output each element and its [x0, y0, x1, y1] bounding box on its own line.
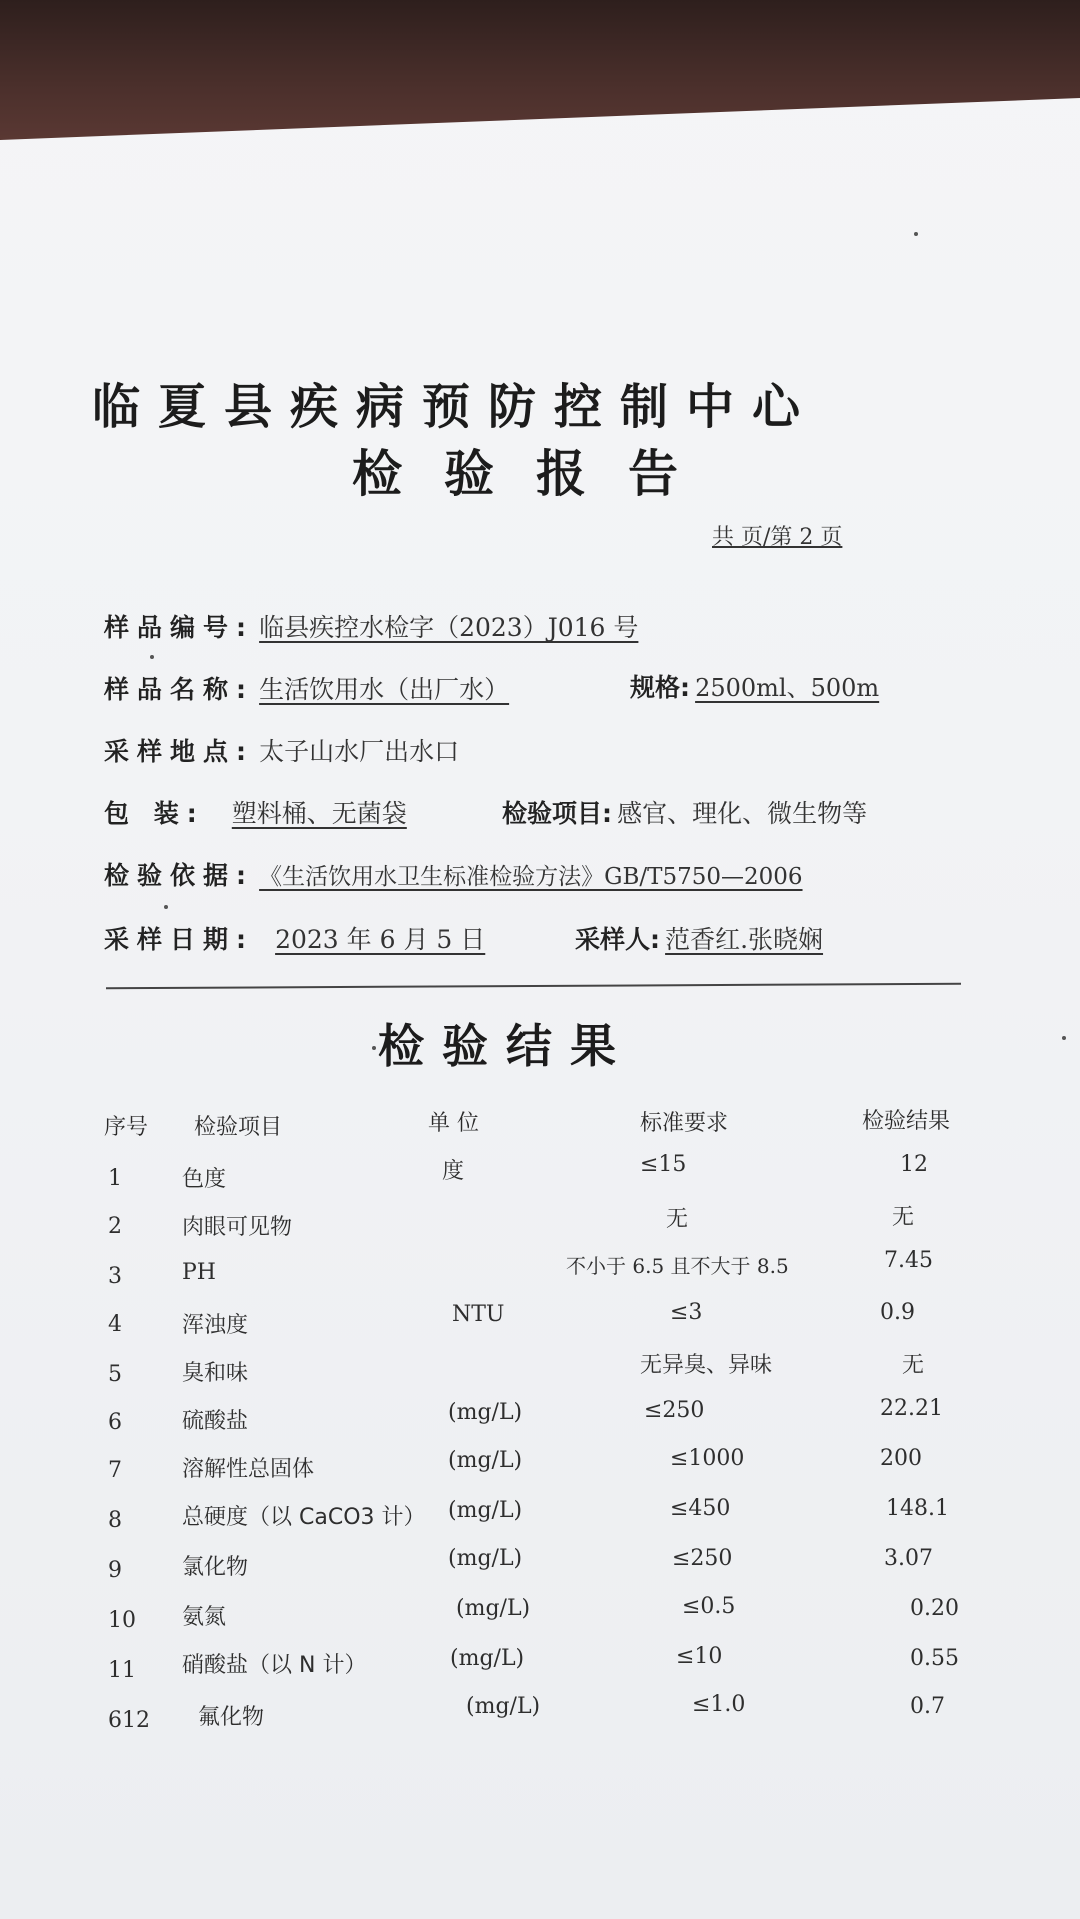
row-result: 0.9: [880, 1300, 915, 1325]
row-result: 无: [892, 1205, 915, 1230]
spec-label: 规格:: [630, 673, 690, 702]
paper-speck: [164, 905, 168, 909]
sample-name-value: 生活饮用水（出厂水）: [259, 675, 510, 704]
package-value: 塑料桶、无菌袋: [231, 799, 407, 828]
row-unit: (mg/L): [448, 1546, 523, 1571]
row-item: 臭和味: [182, 1361, 249, 1386]
sampler-label: 采样人:: [575, 925, 660, 954]
results-title: 检验结果: [378, 1019, 634, 1073]
row-no: 3: [108, 1264, 122, 1289]
row-no: 6: [108, 1410, 122, 1435]
row-standard: 不小于 6.5 且不大于 8.5: [566, 1254, 789, 1278]
row-item: 肉眼可见物: [182, 1215, 293, 1240]
field-items: [502, 794, 867, 830]
row-result: 无: [902, 1353, 925, 1378]
row-result: 0.20: [910, 1596, 959, 1621]
row-standard: ≤1000: [670, 1446, 745, 1471]
field-row-site: [104, 732, 459, 768]
row-result: 3.07: [884, 1546, 933, 1571]
date-label: 采样日期:: [104, 925, 254, 954]
field-spec: [630, 668, 879, 704]
row-no: 9: [108, 1558, 122, 1583]
row-unit: NTU: [452, 1302, 505, 1327]
header-unit: 单 位: [428, 1111, 479, 1136]
spec-value: 2500ml、500m: [695, 674, 880, 702]
row-standard: ≤10: [676, 1644, 723, 1669]
row-unit: (mg/L): [450, 1646, 525, 1671]
row-item: 总硬度（以 CaCO3 计）: [182, 1505, 426, 1530]
row-standard: ≤1.0: [692, 1692, 746, 1717]
org-name: 临夏县疾病预防控制中心: [92, 379, 819, 435]
report-title: 检验报告: [352, 445, 720, 503]
row-item: 氟化物: [198, 1705, 265, 1730]
sample-no-value: 临县疾控水检字（2023）J016 号: [259, 613, 639, 642]
row-standard: ≤250: [644, 1398, 705, 1423]
header-result: 检验结果: [862, 1109, 951, 1134]
row-unit: (mg/L): [448, 1498, 523, 1523]
items-value: 感官、理化、微生物等: [617, 799, 868, 828]
row-no: 7: [108, 1458, 122, 1483]
row-result: 0.55: [910, 1646, 959, 1671]
field-row-basis: [104, 856, 803, 892]
row-result: 0.7: [910, 1694, 945, 1719]
row-no: 612: [108, 1708, 150, 1733]
basis-value: 《生活饮用水卫生标准检验方法》GB/T5750—2006: [259, 864, 803, 890]
field-row-sample-no: [104, 608, 698, 644]
row-standard: ≤0.5: [682, 1594, 736, 1619]
site-label: 采样地点:: [104, 737, 254, 766]
row-item: 硝酸盐（以 N 计）: [182, 1653, 367, 1678]
header-no: 序号: [104, 1115, 149, 1140]
row-result: 7.45: [884, 1248, 933, 1273]
paper-speck: [372, 1046, 376, 1050]
row-unit: (mg/L): [456, 1596, 531, 1621]
row-item: 硫酸盐: [182, 1409, 249, 1434]
row-standard: ≤250: [672, 1546, 733, 1571]
field-row-package: [104, 794, 423, 830]
row-unit: (mg/L): [466, 1694, 541, 1719]
package-label: 包 装:: [104, 799, 205, 828]
row-item: PH: [182, 1260, 216, 1285]
site-value: 太子山水厂出水口: [259, 737, 460, 766]
row-item: 色度: [182, 1167, 227, 1192]
row-item: 浑浊度: [182, 1313, 249, 1338]
row-no: 10: [108, 1608, 136, 1633]
row-no: 11: [108, 1658, 136, 1683]
row-item: 氨氮: [182, 1605, 227, 1630]
row-standard: ≤450: [670, 1496, 731, 1521]
field-row-sample-name: [104, 670, 525, 706]
field-row-date: [104, 920, 515, 956]
sample-name-label: 样品名称:: [104, 675, 254, 704]
date-value: 2023 年 6 月 5 日: [275, 925, 486, 954]
row-no: 8: [108, 1508, 122, 1533]
header-standard: 标准要求: [640, 1111, 729, 1136]
row-standard: ≤15: [640, 1152, 687, 1177]
row-unit: 度: [442, 1159, 465, 1184]
page-indicator: 共 页/第 2 页: [712, 525, 843, 550]
row-standard: ≤3: [670, 1300, 703, 1325]
row-standard: 无异臭、异味: [640, 1353, 773, 1378]
row-item: 溶解性总固体: [182, 1457, 315, 1482]
sample-no-label: 样品编号:: [104, 613, 254, 642]
row-result: 148.1: [886, 1496, 949, 1521]
paper-speck: [150, 655, 154, 659]
row-unit: (mg/L): [448, 1448, 523, 1473]
paper-speck: [914, 232, 918, 236]
paper-speck: [1062, 1036, 1066, 1040]
row-item: 氯化物: [182, 1555, 249, 1580]
basis-label: 检验依据:: [104, 861, 254, 890]
items-label: 检验项目:: [502, 799, 612, 828]
sampler-value: 范香红.张晓娴: [665, 925, 824, 954]
row-result: 200: [880, 1446, 922, 1471]
row-result: 22.21: [880, 1396, 943, 1421]
row-no: 2: [108, 1214, 122, 1239]
header-item: 检验项目: [194, 1115, 283, 1140]
row-no: 5: [108, 1362, 122, 1387]
row-no: 1: [108, 1166, 122, 1191]
field-sampler: [575, 920, 823, 956]
row-unit: (mg/L): [448, 1400, 523, 1425]
row-no: 4: [108, 1312, 122, 1337]
row-result: 12: [900, 1152, 928, 1177]
row-standard: 无: [666, 1207, 689, 1232]
